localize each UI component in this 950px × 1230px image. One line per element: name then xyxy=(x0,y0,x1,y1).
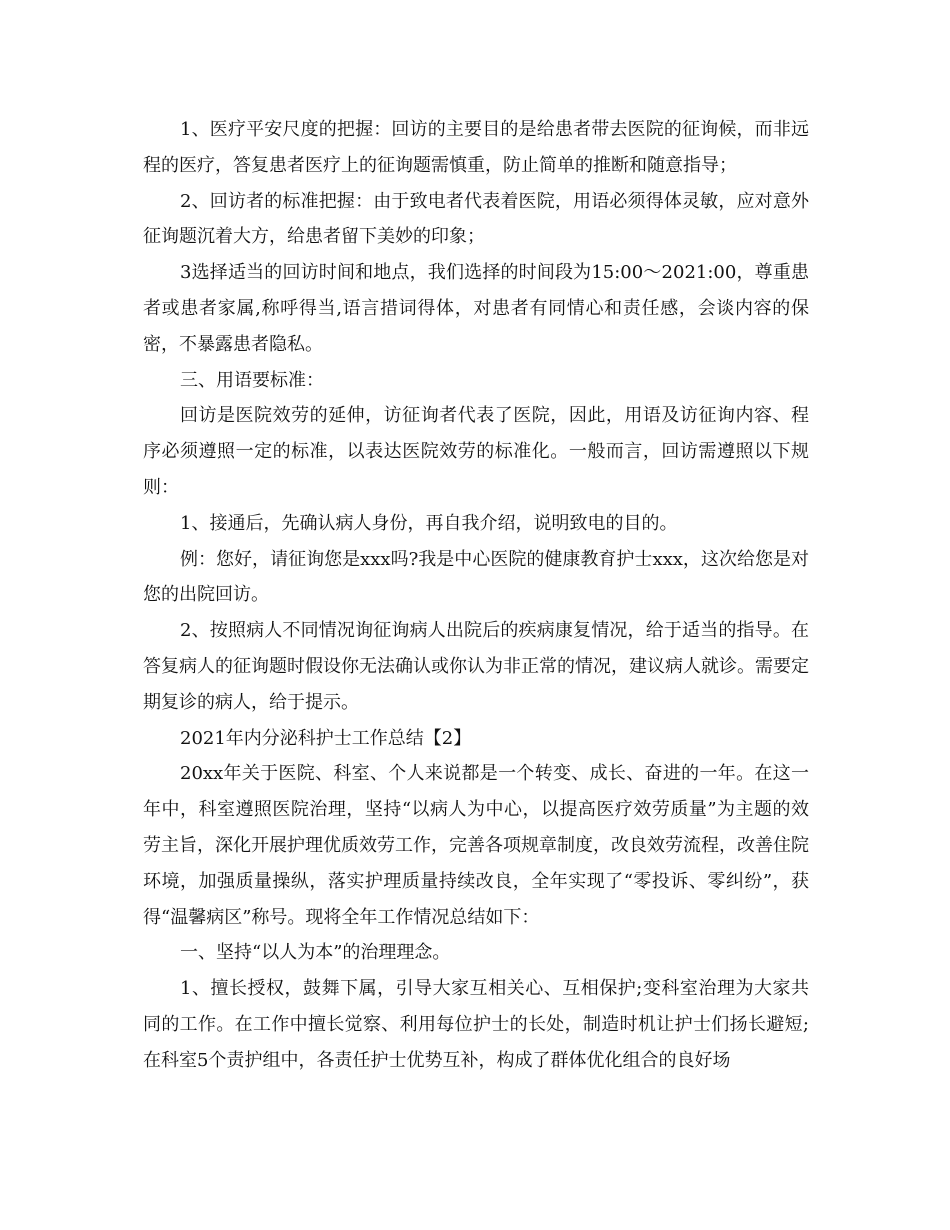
document-body xyxy=(143,112,809,1079)
paragraph-1: 1、医疗平安尺度的把握：回访的主要目的是给患者带去医院的征询候，而非远程的医疗，答复患者医疗上的征询题需慎重，防止简单的推断和随意指导； xyxy=(143,119,809,176)
paragraph-8: 2、按照病人不同情况询征询病人出院后的疾病康复情况，给于适当的指导。在答复病人的征询题时假设你无法确认或你认为非正常的情况，建议病人就诊。需要定期复诊的病人，给于提示。 xyxy=(143,620,809,713)
section-heading-1: 一、坚持“以人为本”的治理理念。 xyxy=(180,942,451,964)
paragraph-12: 1、擅长授权，鼓舞下属，引导大家互相关心、互相保护;变科室治理为大家共同的工作。在工作中擅长觉察、利用每位护士的长处，制造时机让护士们扬长避短;在科室5个责护组中，各责任护士优势互补，构成了群体优化组合的良好场 xyxy=(143,978,809,1071)
paragraph-3: 3选择适当的回访时间和地点，我们选择的时间段为15:00～2021:00，尊重患者或患者家属,称呼得当,语言措词得体，对患者有同情心和责任感，会谈内容的保密，不暴露患者隐私。 xyxy=(143,262,809,355)
paragraph-2: 2、回访者的标准把握：由于致电者代表着医院，用语必须得体灵敏，应对意外征询题沉着大方，给患者留下美妙的印象； xyxy=(143,190,809,248)
paragraph-7: 例：您好，请征询您是xxx吗?我是中心医院的健康教育护士xxx，这次给您是对您的出院回访。 xyxy=(143,548,809,606)
paragraph-6: 1、接通后，先确认病人身份，再自我介绍，说明致电的目的。 xyxy=(180,512,678,534)
paragraph-10: 20xx年关于医院、科室、个人来说都是一个转变、成长、奋进的一年。在这一年中，科室遵照医院治理，坚持“以病人为中心，以提高医疗效劳质量”为主题的效劳主旨，深化开展护理优质效劳工作，完善各项规章制度，改良效劳流程，改善住院环境，加强质量操纵，落实护理质量持续改良，全年实现了“零投诉、零纠纷”，获得“温馨病区”称号。现将全年工作情况总结如下： xyxy=(143,763,809,928)
document-subtitle: 2021年内分泌科护士工作总结【2】 xyxy=(180,727,472,749)
section-heading-3: 三、用语要标准： xyxy=(180,369,324,391)
paragraph-5: 回访是医院效劳的延伸，访征询者代表了医院，因此，用语及访征询内容、程序必须遵照一定的标准，以表达医院效劳的标准化。一般而言，回访需遵照以下规则： xyxy=(143,405,809,498)
